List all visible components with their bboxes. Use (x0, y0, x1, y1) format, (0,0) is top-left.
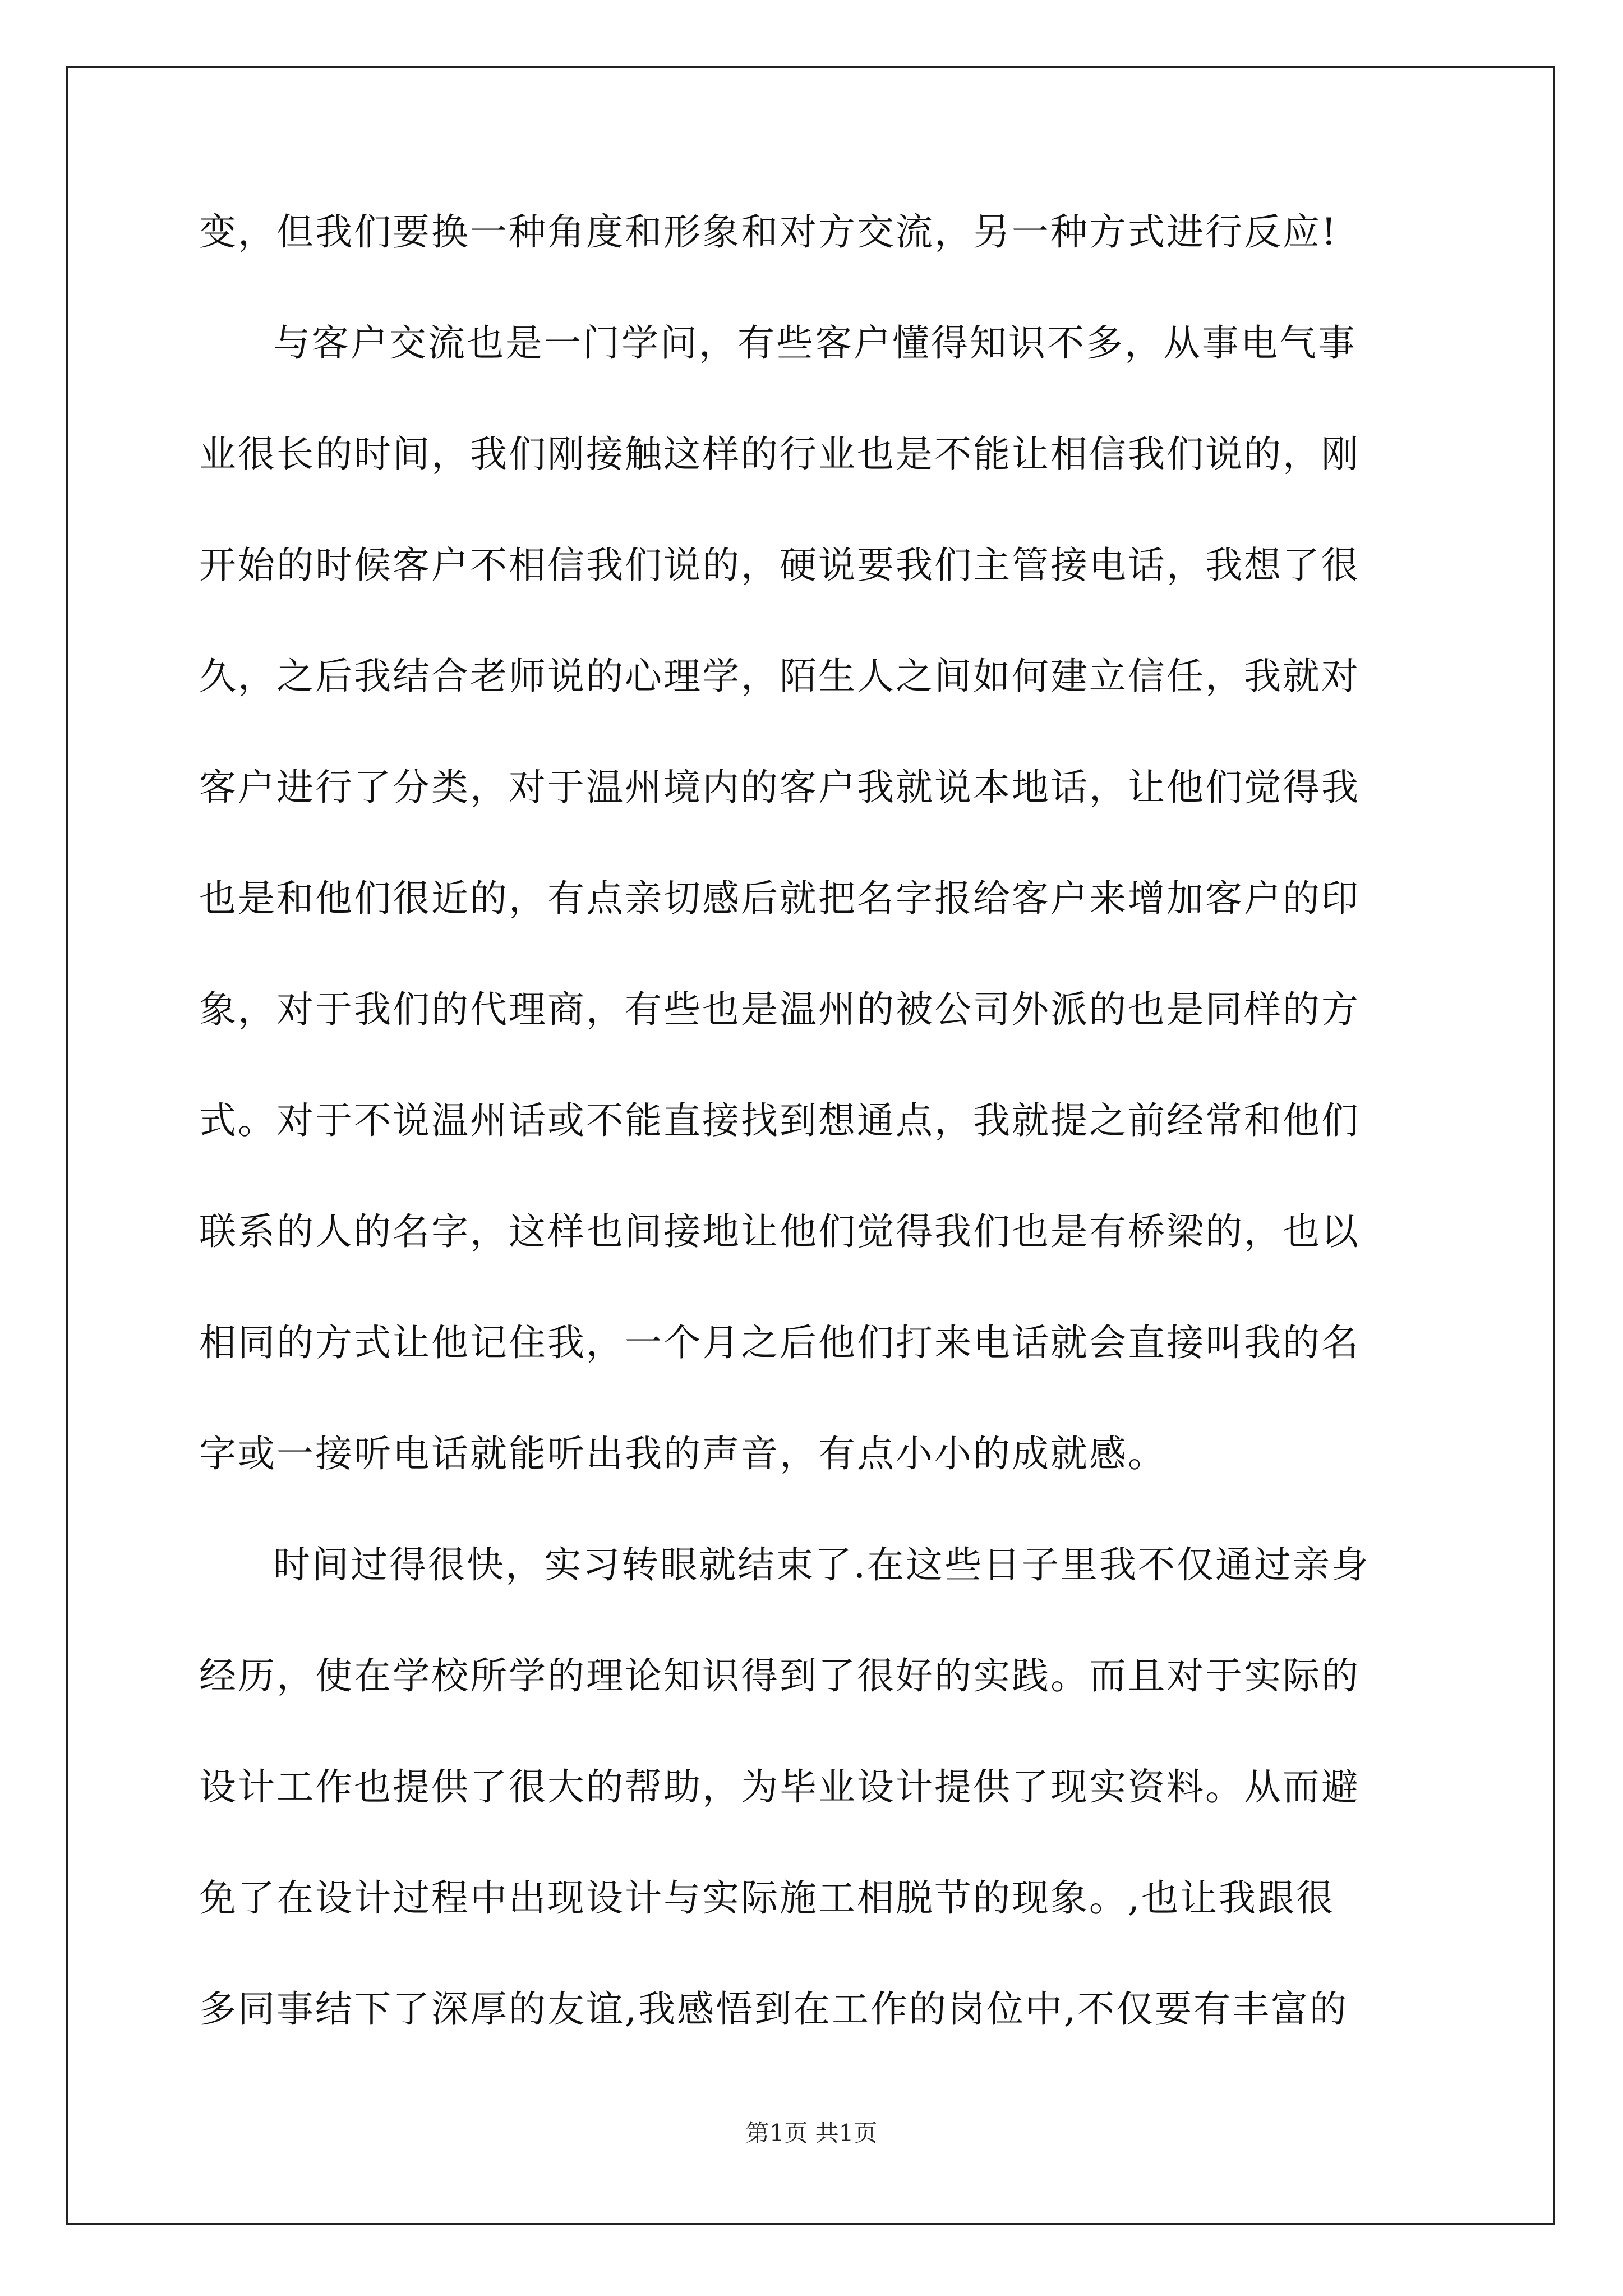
text-line: 相同的方式让他记住我，一个月之后他们打来电话就会直接叫我的名 (199, 1321, 1360, 1364)
text-line: 与客户交流也是一门学问，有些客户懂得知识不多，从事电气事 (273, 321, 1357, 365)
page-footer: 第1页 共1页 (745, 2119, 878, 2147)
text-line: 式。对于不说温州话或不能直接找到想通点，我就提之前经常和他们 (199, 1099, 1360, 1142)
text-line: 开始的时候客户不相信我们说的，硬说要我们主管接电话，我想了很 (199, 544, 1360, 587)
text-line: 联系的人的名字，这样也间接地让他们觉得我们也是有桥梁的，也以 (199, 1210, 1360, 1253)
text-line: 客户进行了分类，对于温州境内的客户我就说本地话，让他们觉得我 (199, 766, 1360, 809)
text-line: 也是和他们很近的，有点亲切感后就把名字报给客户来增加客户的印 (199, 877, 1360, 920)
text-line: 多同事结下了深厚的友谊,我感悟到在工作的岗位中,不仅要有丰富的 (199, 1987, 1348, 2031)
text-line: 免了在设计过程中出现设计与实际施工相脱节的现象。,也让我跟很 (199, 1876, 1335, 1920)
text-line: 时间过得很快，实习转眼就结束了.在这些日子里我不仅通过亲身 (273, 1543, 1370, 1586)
text-line: 经历，使在学校所学的理论知识得到了很好的实践。而且对于实际的 (199, 1654, 1360, 1697)
text-line: 久，之后我结合老师说的心理学，陌生人之间如何建立信任，我就对 (199, 655, 1360, 698)
text-line: 业很长的时间，我们刚接触这样的行业也是不能让相信我们说的，刚 (199, 432, 1360, 476)
text-line: 变，但我们要换一种角度和形象和对方交流，另一种方式进行反应! (199, 210, 1338, 254)
text-line: 字或一接听电话就能听出我的声音，有点小小的成就感。 (199, 1432, 1166, 1475)
text-line: 象，对于我们的代理商，有些也是温州的被公司外派的也是同样的方 (199, 988, 1360, 1031)
text-line: 设计工作也提供了很大的帮助，为毕业设计提供了现实资料。从而避 (199, 1765, 1360, 1809)
